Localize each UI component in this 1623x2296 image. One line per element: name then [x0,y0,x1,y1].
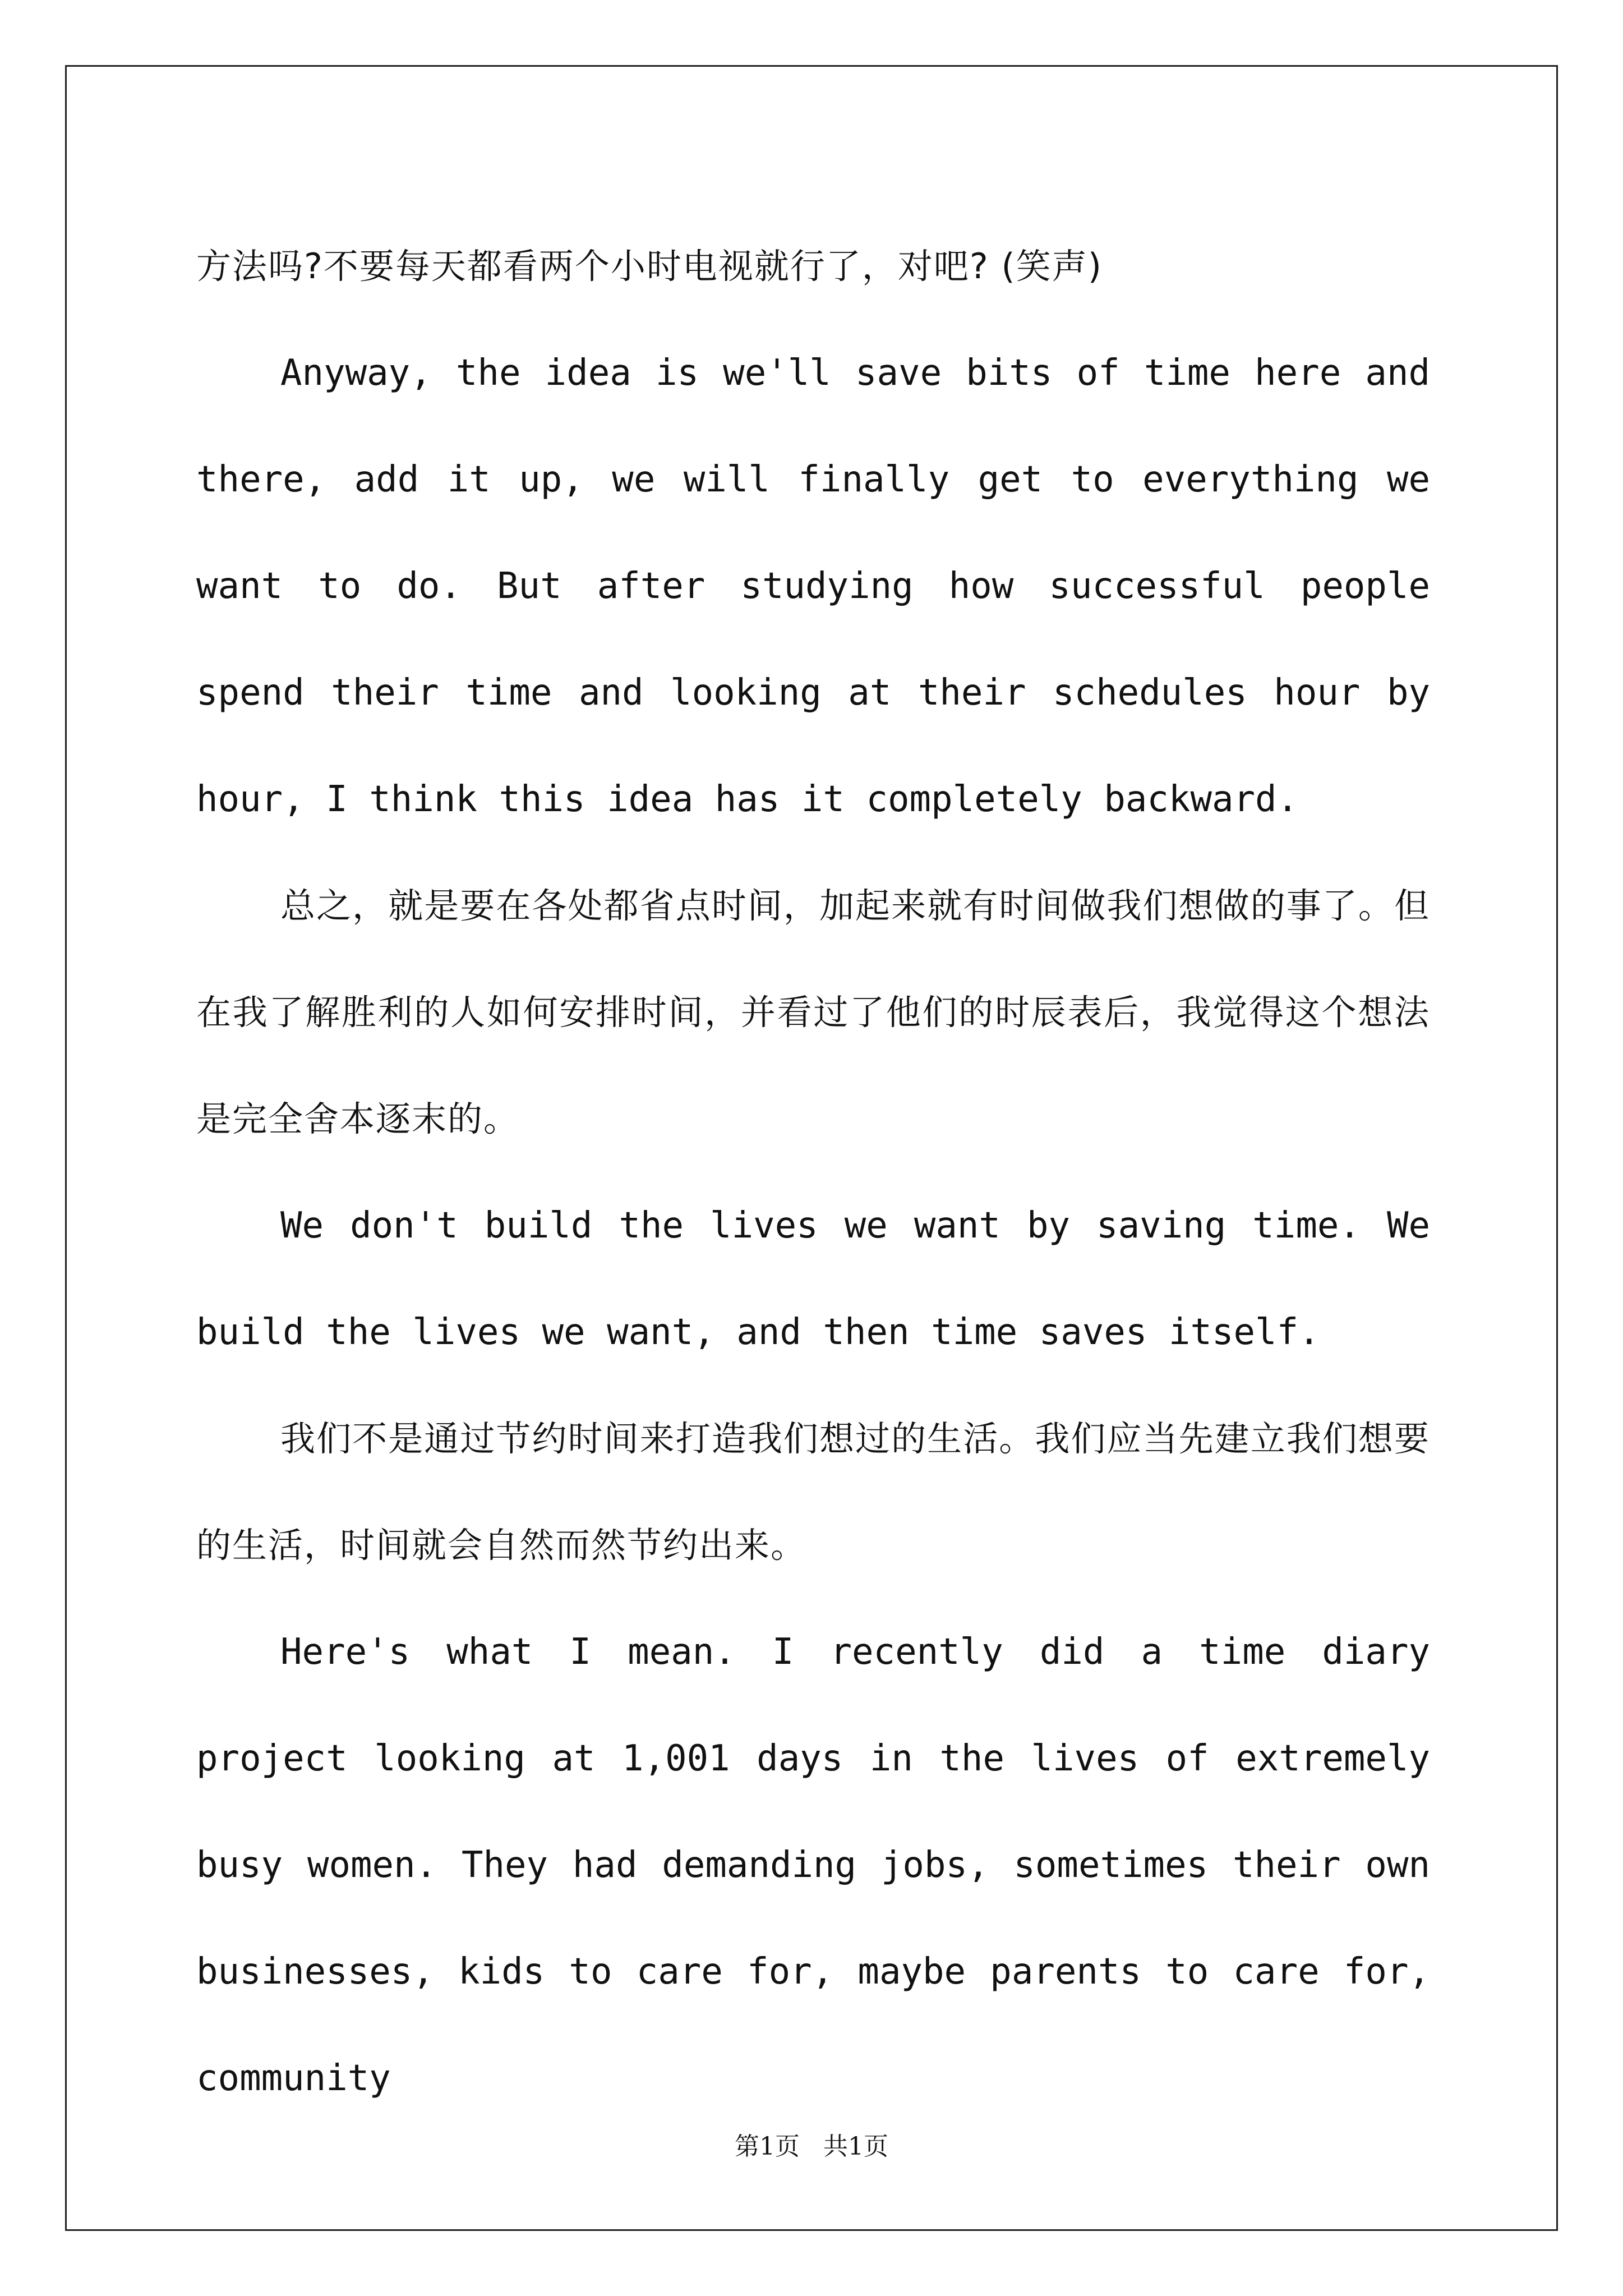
paragraph-en-anyway: Anyway, the idea is we'll save bits of time here and there, add it up, we will finally get to everything we want to do. But after studying how successful people spend their time and looking at their schedules hour by hour, I think this idea has it completely backward. [196,352,1430,820]
paragraph-zh-build-lives: 我们不是通过节约时间来打造我们想过的生活。我们应当先建立我们想要的生活，时间就会自然而然节约出来。 [196,1418,1430,1566]
paragraph-en-time-diary: Here's what I mean. I recently did a time diary project looking at 1,001 days in the lives of extremely busy women. They had demanding jobs, sometimes their own businesses, kids to care for, maybe parents to care for, community [196,1631,1430,2099]
page-footer [0,2126,1623,2162]
page-number: 第1页 [735,2132,800,2161]
paragraph-zh-intro: 方法吗?不要每天都看两个小时电视就行了，对吧? (笑声) [196,246,1103,287]
paragraph-en-build-lives: We don't build the lives we want by saving time. We build the lives we want, and then time saves itself. [196,1205,1430,1353]
document-body [196,213,1430,2132]
page-total: 共1页 [823,2132,888,2161]
paragraph-zh-anyway: 总之，就是要在各处都省点时间，加起来就有时间做我们想做的事了。但在我了解胜利的人如何安排时间，并看过了他们的时辰表后，我觉得这个想法是完全舍本逐末的。 [196,885,1430,1139]
